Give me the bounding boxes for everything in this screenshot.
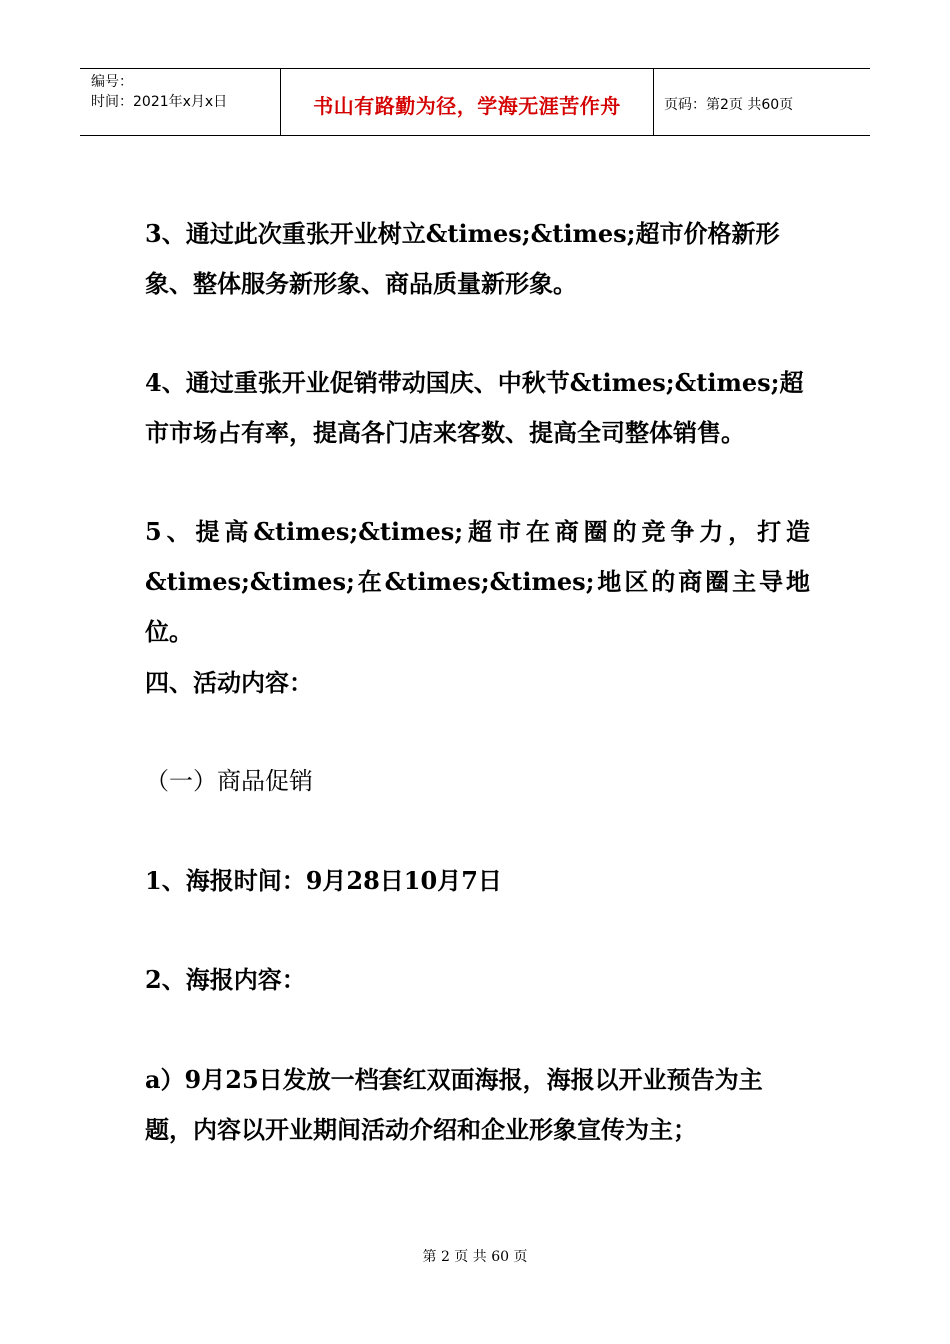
document-header — [80, 68, 870, 136]
header-meta — [80, 69, 281, 135]
paragraph-goal-4: 4、通过重张开业促销带动国庆、中秋节&times;&times;超市市场占有率，提高各门店来客数、提高全司整体销售。 — [145, 368, 804, 447]
page-footer: 第 2 页 共 60 页 — [422, 1249, 528, 1265]
header-motto-cell — [281, 69, 654, 135]
document-time-label: 时间：2021年x月x日 — [91, 94, 228, 110]
section-heading: 四、活动内容： — [145, 668, 313, 697]
paragraph-goal-3: 3、通过此次重张开业树立&times;&times;超市价格新形象、整体服务新形象、商品质量新形象。 — [145, 219, 780, 298]
header-page-label: 页码：第2页 共60页 — [664, 97, 794, 113]
header-page-cell — [654, 69, 870, 135]
list-item-poster-content: 2、海报内容： — [145, 965, 306, 994]
document-number-label: 编号： — [91, 74, 133, 90]
paragraph-goal-5: 5、提高&times;&times;超市在商圈的竞争力，打造&times;&times;在&times;&times;地区的商圈主导地位。 — [145, 517, 810, 646]
list-item-poster-time: 1、海报时间：9月28日10月7日 — [145, 866, 502, 895]
header-motto: 书山有路勤为径，学海无涯苦作舟 — [313, 93, 621, 118]
subsection-heading: （一）商品促销 — [145, 767, 313, 795]
list-item-poster-a: a）9月25日发放一档套红双面海报，海报以开业预告为主题，内容以开业期间活动介绍和企业形象宣传为主； — [145, 1065, 763, 1144]
